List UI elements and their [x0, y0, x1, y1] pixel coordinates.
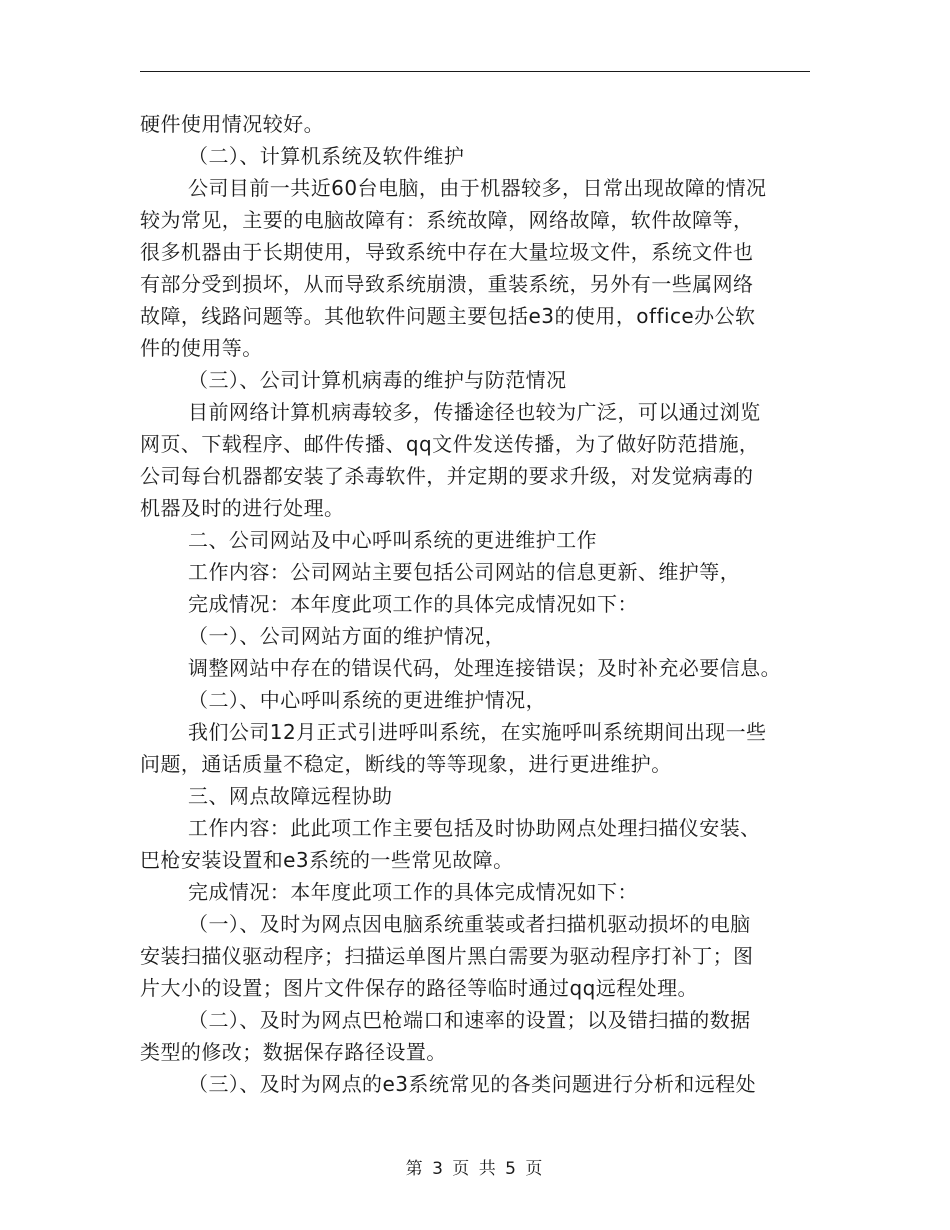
text-line: 网页、下载程序、邮件传播、qq文件发送传播，为了做好防范措施， — [140, 432, 760, 456]
text-line: 故障，线路问题等。其他软件问题主要包括e3的使用，office办公软 — [140, 304, 756, 328]
text-line: 公司目前一共近60台电脑，由于机器较多，日常出现故障的情况 — [188, 176, 767, 200]
text-line: 调整网站中存在的错误代码，处理连接错误；及时补充必要信息。 — [188, 656, 782, 680]
document-body — [140, 108, 812, 1100]
text-line: 安装扫描仪驱动程序；扫描运单图片黑白需要为驱动程序打补丁；图 — [140, 944, 754, 968]
page-number: 第 3 页 共 5 页 — [405, 1159, 545, 1179]
text-line: 类型的修改；数据保存路径设置。 — [140, 1040, 447, 1064]
header-rule — [140, 71, 810, 72]
text-line: 目前网络计算机病毒较多，传播途径也较为广泛，可以通过浏览 — [188, 400, 761, 424]
text-line: 我们公司12月正式引进呼叫系统，在实施呼叫系统期间出现一些 — [188, 720, 767, 744]
text-line: 完成情况：本年度此项工作的具体完成情况如下： — [188, 592, 638, 616]
text-line: 机器及时的进行处理。 — [140, 496, 345, 520]
text-line: （一）、公司网站方面的维护情况， — [188, 624, 506, 648]
text-line: 巴枪安装设置和e3系统的一些常见故障。 — [140, 848, 514, 872]
text-line: （二）、及时为网点巴枪端口和速率的设置；以及错扫描的数据 — [188, 1008, 751, 1032]
text-line: 完成情况：本年度此项工作的具体完成情况如下： — [188, 880, 638, 904]
text-line: （二）、中心呼叫系统的更进维护情况， — [188, 688, 547, 712]
text-line: 很多机器由于长期使用，导致系统中存在大量垃圾文件，系统文件也 — [140, 240, 754, 264]
text-line: 公司每台机器都安装了杀毒软件，并定期的要求升级，对发觉病毒的 — [140, 464, 754, 488]
text-line: 工作内容：公司网站主要包括公司网站的信息更新、维护等， — [188, 560, 741, 584]
text-line: 片大小的设置；图片文件保存的路径等临时通过qq远程处理。 — [140, 976, 698, 1000]
text-line: 较为常见，主要的电脑故障有：系统故障，网络故障，软件故障等， — [140, 208, 754, 232]
text-line: （一）、及时为网点因电脑系统重装或者扫描机驱动损坏的电脑 — [188, 912, 751, 936]
text-line: 件的使用等。 — [140, 336, 263, 360]
text-line: （二）、计算机系统及软件维护 — [188, 144, 465, 168]
text-line: 有部分受到损坏，从而导致系统崩溃，重装系统，另外有一些属网络 — [140, 272, 754, 296]
text-line: 工作内容：此此项工作主要包括及时协助网点处理扫描仪安装、 — [188, 816, 761, 840]
text-line: 三、网点故障远程协助 — [188, 784, 393, 808]
text-line: 二、公司网站及中心呼叫系统的更进维护工作 — [188, 528, 597, 552]
text-line: 问题，通话质量不稳定，断线的等等现象，进行更进维护。 — [140, 752, 672, 776]
text-line: （三）、及时为网点的e3系统常见的各类问题进行分析和远程处 — [188, 1072, 757, 1096]
text-line: 硬件使用情况较好。 — [140, 112, 325, 136]
text-line: （三）、公司计算机病毒的维护与防范情况 — [188, 368, 567, 392]
